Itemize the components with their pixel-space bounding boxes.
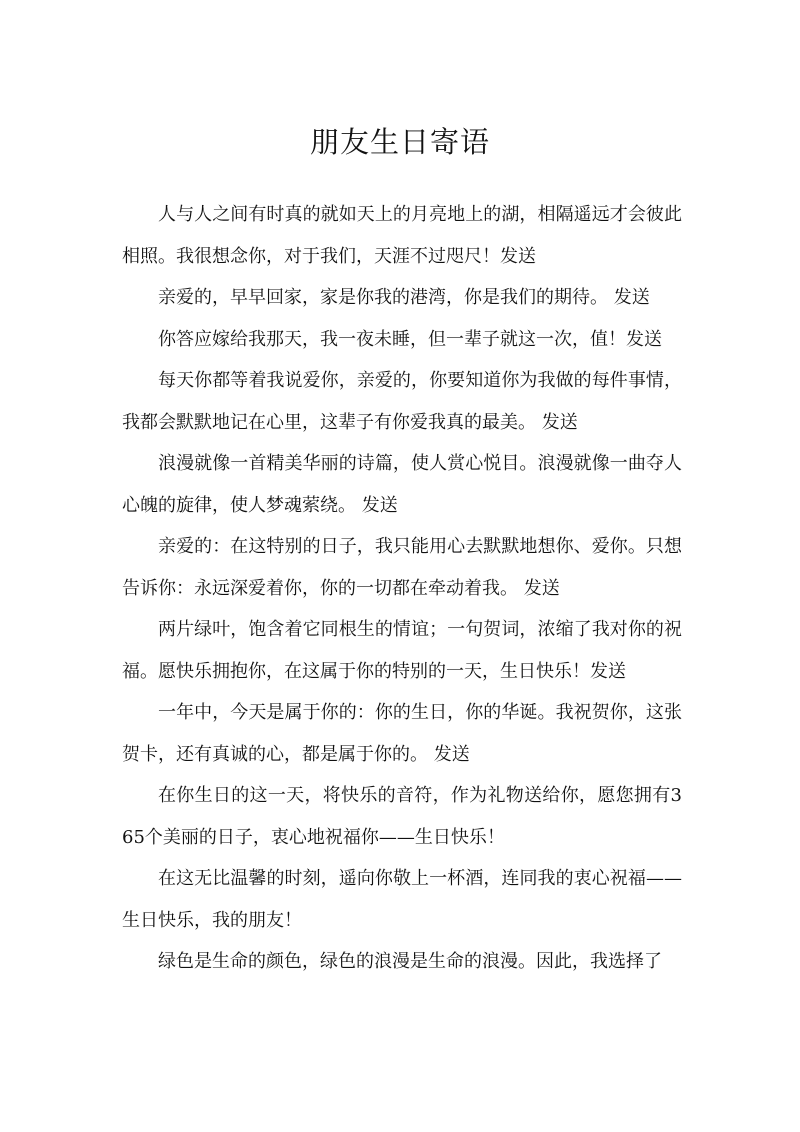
paragraph: 你答应嫁给我那天，我一夜未睡，但一辈子就这一次，值！发送 — [158, 328, 662, 350]
paragraph: 在这无比温馨的时刻，遥向你敬上一杯酒，连同我的衷心祝福——生日快乐，我的朋友！ — [122, 868, 682, 931]
paragraph: 人与人之间有时真的就如天上的月亮地上的湖，相隔遥远才会彼此相照。我很想念你，对于我们，天涯不过咫尺！发送 — [122, 204, 682, 267]
paragraph: 绿色是生命的颜色，绿色的浪漫是生命的浪漫。因此，我选择了 — [158, 951, 662, 972]
paragraph: 每天你都等着我说爱你，亲爱的，你要知道你为我做的每件事情，我都会默默地记在心里，这辈子有你爱我真的最美。 发送 — [122, 370, 682, 433]
paragraph: 两片绿叶，饱含着它同根生的情谊；一句贺词，浓缩了我对你的祝福。愿快乐拥抱你，在这属于你的特别的一天，生日快乐！发送 — [122, 619, 682, 682]
document-title: 朋友生日寄语 — [309, 125, 490, 159]
document-body — [122, 194, 682, 983]
paragraph: 亲爱的：在这特别的日子，我只能用心去默默地想你、爱你。只想告诉你：永远深爱着你，你的一切都在牵动着我。 发送 — [122, 536, 682, 599]
paragraph: 在你生日的这一天，将快乐的音符，作为礼物送给你，愿您拥有365个美丽的日子，衷心地祝福你——生日快乐！ — [122, 785, 682, 848]
paragraph: 亲爱的，早早回家，家是你我的港湾，你是我们的期待。 发送 — [158, 287, 650, 308]
paragraph: 浪漫就像一首精美华丽的诗篇，使人赏心悦目。浪漫就像一曲夺人心魄的旋律，使人梦魂萦绕。 发送 — [122, 453, 682, 516]
paragraph: 一年中，今天是属于你的：你的生日，你的华诞。我祝贺你，这张贺卡，还有真诚的心，都是属于你的。 发送 — [122, 702, 682, 765]
